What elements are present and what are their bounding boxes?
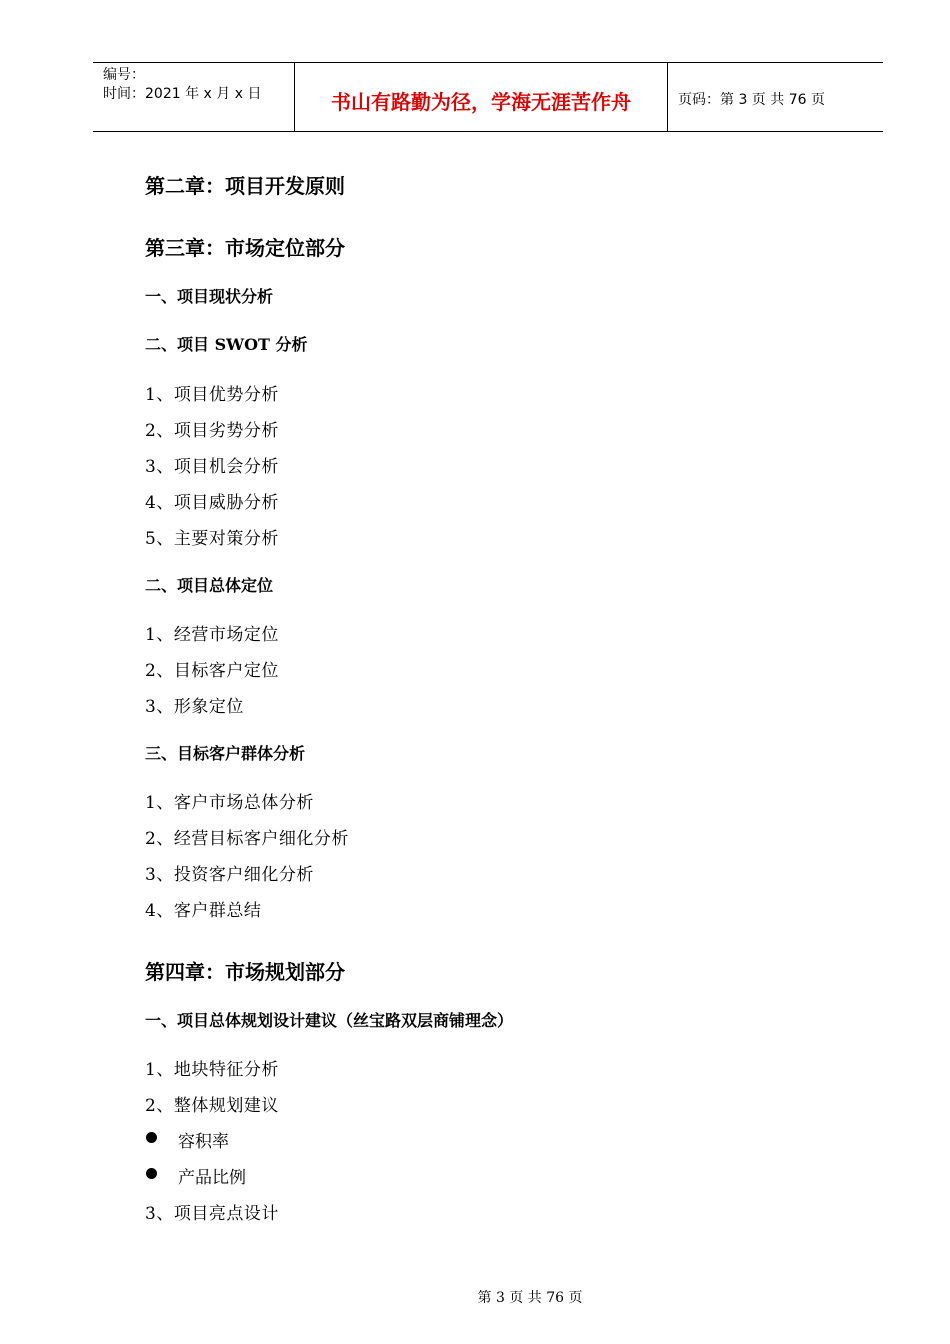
motto: 书山有路勤为径，学海无涯苦作舟 xyxy=(331,90,631,114)
chapter-heading: 第四章：市场规划部分 xyxy=(145,960,345,984)
list-item: 4、客户群总结 xyxy=(145,901,262,921)
time-label: 时间：2021 年 x 月 x 日 xyxy=(103,86,262,102)
chapter-heading: 第三章：市场定位部分 xyxy=(145,236,345,260)
section-heading: 三、目标客户群体分析 xyxy=(145,744,306,763)
list-item: 3、项目机会分析 xyxy=(145,457,279,477)
header-page-info: 页码：第 3 页 共 76 页 xyxy=(678,92,825,108)
list-item: 3、形象定位 xyxy=(145,697,244,717)
footer-page-number: 第 3 页 共 76 页 xyxy=(477,1290,583,1306)
list-item: 1、项目优势分析 xyxy=(145,385,279,405)
bullet-icon xyxy=(146,1168,157,1179)
list-item: 2、目标客户定位 xyxy=(145,661,279,681)
list-item: 3、项目亮点设计 xyxy=(145,1204,279,1224)
bullet-icon xyxy=(146,1132,157,1143)
page-footer xyxy=(0,1287,950,1307)
bullet-item: 容积率 xyxy=(178,1132,229,1152)
section-heading: 一、项目现状分析 xyxy=(145,287,274,306)
number-label: 编号： xyxy=(103,67,145,83)
chapter-heading: 第二章：项目开发原则 xyxy=(145,174,345,198)
list-item: 2、项目劣势分析 xyxy=(145,421,279,441)
page-header xyxy=(93,62,883,132)
section-heading: 一、项目总体规划设计建议（丝宝路双层商铺理念） xyxy=(145,1011,514,1030)
list-item: 2、经营目标客户细化分析 xyxy=(145,829,349,849)
bullet-item: 产品比例 xyxy=(178,1168,246,1188)
header-meta-cell xyxy=(93,63,295,131)
header-motto-cell xyxy=(295,63,668,131)
list-item: 4、项目威胁分析 xyxy=(145,493,279,513)
list-item: 1、客户市场总体分析 xyxy=(145,793,314,813)
section-heading: 二、项目总体定位 xyxy=(145,576,274,595)
list-item: 2、整体规划建议 xyxy=(145,1096,279,1116)
list-item: 5、主要对策分析 xyxy=(145,529,279,549)
section-heading: 二、项目 SWOT 分析 xyxy=(145,335,308,354)
list-item: 3、投资客户细化分析 xyxy=(145,865,314,885)
header-page-cell xyxy=(668,63,883,131)
list-item: 1、经营市场定位 xyxy=(145,625,279,645)
list-item: 1、地块特征分析 xyxy=(145,1060,279,1080)
